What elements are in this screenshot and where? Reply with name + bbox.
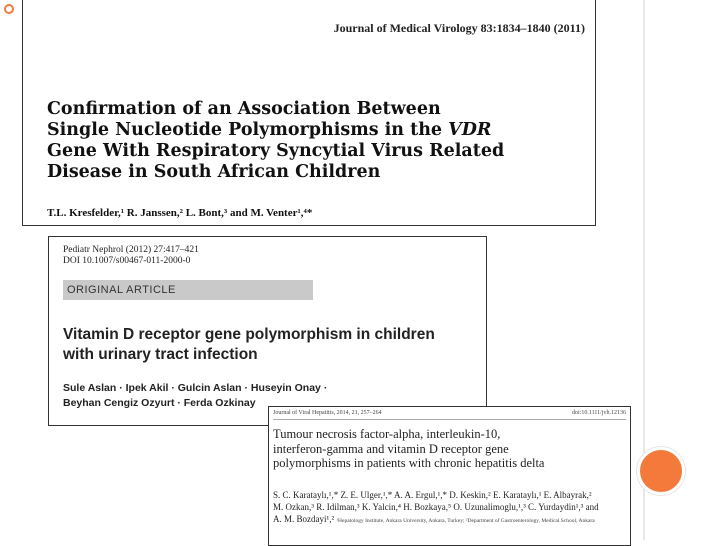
doi: DOI 10.1007/s00467-011-2000-0	[63, 256, 191, 266]
author-line: Beyhan Cengiz Ozyurt · Ferda Ozkinay	[63, 397, 256, 409]
author-line: Sule Aslan · Ipek Akil · Gulcin Aslan · Huseyin Onay ·	[63, 382, 328, 394]
gene-name: VDR	[448, 120, 492, 140]
article-clipping-viral-hepatitis	[268, 406, 631, 546]
journal-citation: Journal of Medical Virology 83:1834–1840 (2011)	[333, 21, 585, 35]
doi: doi:10.1111/jvh.12136	[572, 410, 626, 416]
author-line: M. Ozkan,³ R. Idilman,³ K. Yalcin,⁴ H. Bozkaya,⁵ O. Uzunalimoglu,¹,³ C. Yurdaydin¹,³ and	[273, 502, 599, 512]
article-clipping-pediatr-nephrol	[48, 236, 487, 426]
article-title	[47, 99, 587, 183]
journal-citation: Journal of Viral Hepatitis, 2014, 21, 257–264	[273, 410, 382, 416]
article-title	[273, 427, 623, 471]
journal-meta	[63, 245, 199, 267]
header-rule	[273, 419, 626, 420]
article-title	[63, 325, 478, 365]
author-list	[273, 489, 625, 527]
title-line: with urinary tract infection	[63, 346, 258, 363]
title-line	[47, 120, 587, 141]
article-clipping-jmv	[22, 0, 596, 226]
journal-citation: Pediatr Nephrol (2012) 27:417–421	[63, 245, 199, 255]
slide-bullet-icon	[4, 4, 14, 14]
author-list: T.L. Kresfelder,¹ R. Janssen,² L. Bont,³ and M. Venter¹,⁴*	[47, 207, 313, 219]
affiliation: ¹Hepatology Institute, Ankara University, Ankara, Turkey; ²Department of Gastroenterology, Medical School, Ankara	[336, 518, 595, 524]
title-line: Gene With Respiratory Syncytial Virus Related	[47, 141, 505, 161]
title-line: Disease in South African Children	[47, 162, 381, 182]
title-line: Vitamin D receptor gene polymorphism in children	[63, 326, 435, 343]
author-text: A. M. Bozdayi¹,²	[273, 514, 335, 524]
title-line: Tumour necrosis factor-alpha, interleukin-10,	[273, 427, 501, 441]
accent-circle-icon	[637, 447, 685, 495]
article-type-banner: ORIGINAL ARTICLE	[63, 280, 313, 300]
title-line: Confirmation of an Association Between	[47, 99, 441, 119]
author-line: S. C. Karataylı,¹,* Z. E. Ulger,¹,* A. A. Ergul,¹,* D. Keskin,² E. Karataylı,¹ E. Albayrak,²	[273, 490, 592, 500]
title-line: polymorphisms in patients with chronic hepatitis delta	[273, 456, 545, 470]
title-line: interferon-gamma and vitamin D receptor gene	[273, 441, 509, 456]
title-text: Single Nucleotide Polymorphisms in the	[47, 120, 449, 140]
author-line	[273, 513, 625, 527]
